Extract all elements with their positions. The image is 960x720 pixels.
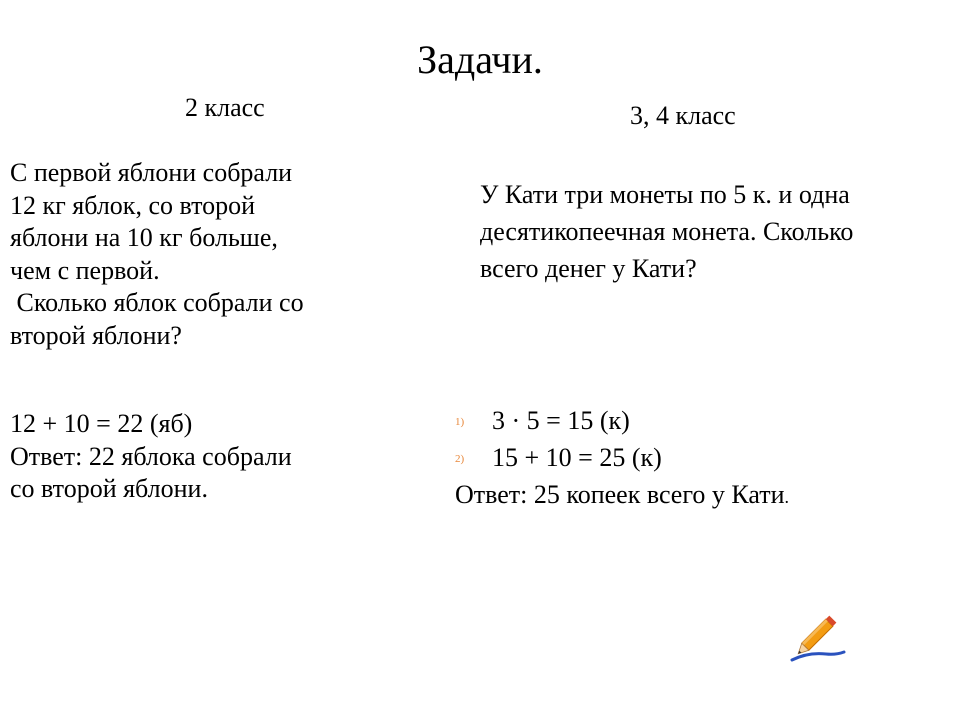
step-text: 3 · 5 = 15 (к) <box>492 406 630 435</box>
left-column-heading: 2 класс <box>185 93 265 122</box>
answer-line <box>455 476 935 516</box>
problem-line: чем с первой. <box>10 255 160 285</box>
right-problem-text <box>480 176 950 287</box>
problem-line: второй яблони? <box>10 320 182 350</box>
solution-line: Ответ: 22 яблока собрали <box>10 441 292 471</box>
solution-step <box>455 402 935 439</box>
problem-line: десятикопеечная монета. Сколько <box>480 217 854 246</box>
step-number: 1) <box>455 416 465 428</box>
right-solution-text <box>455 402 935 516</box>
solution-line: со второй яблони. <box>10 474 208 503</box>
right-column-heading: 3, 4 класс <box>630 101 736 130</box>
answer-period: . <box>784 487 790 507</box>
problem-line: 12 кг яблок, со второй <box>10 190 256 220</box>
left-problem-text <box>10 157 410 352</box>
solution-line: 12 + 10 = 22 (яб) <box>10 409 193 438</box>
left-solution-text <box>10 408 410 506</box>
step-text: 15 + 10 = 25 (к) <box>492 443 662 472</box>
problem-line: всего денег у Кати? <box>480 254 697 283</box>
problem-line: У Кати три монеты по 5 к. и одна <box>480 180 850 209</box>
problem-line: Сколько яблок собрали со <box>10 288 304 317</box>
answer-text: Ответ: 25 копеек всего у Кати <box>455 480 785 509</box>
solution-step <box>455 439 935 476</box>
step-number: 2) <box>455 453 465 465</box>
pencil-icon <box>786 602 850 666</box>
problem-line: яблони на 10 кг больше, <box>10 223 278 252</box>
page-title: Задачи. <box>417 37 543 82</box>
problem-line: С первой яблони собрали <box>10 158 293 187</box>
